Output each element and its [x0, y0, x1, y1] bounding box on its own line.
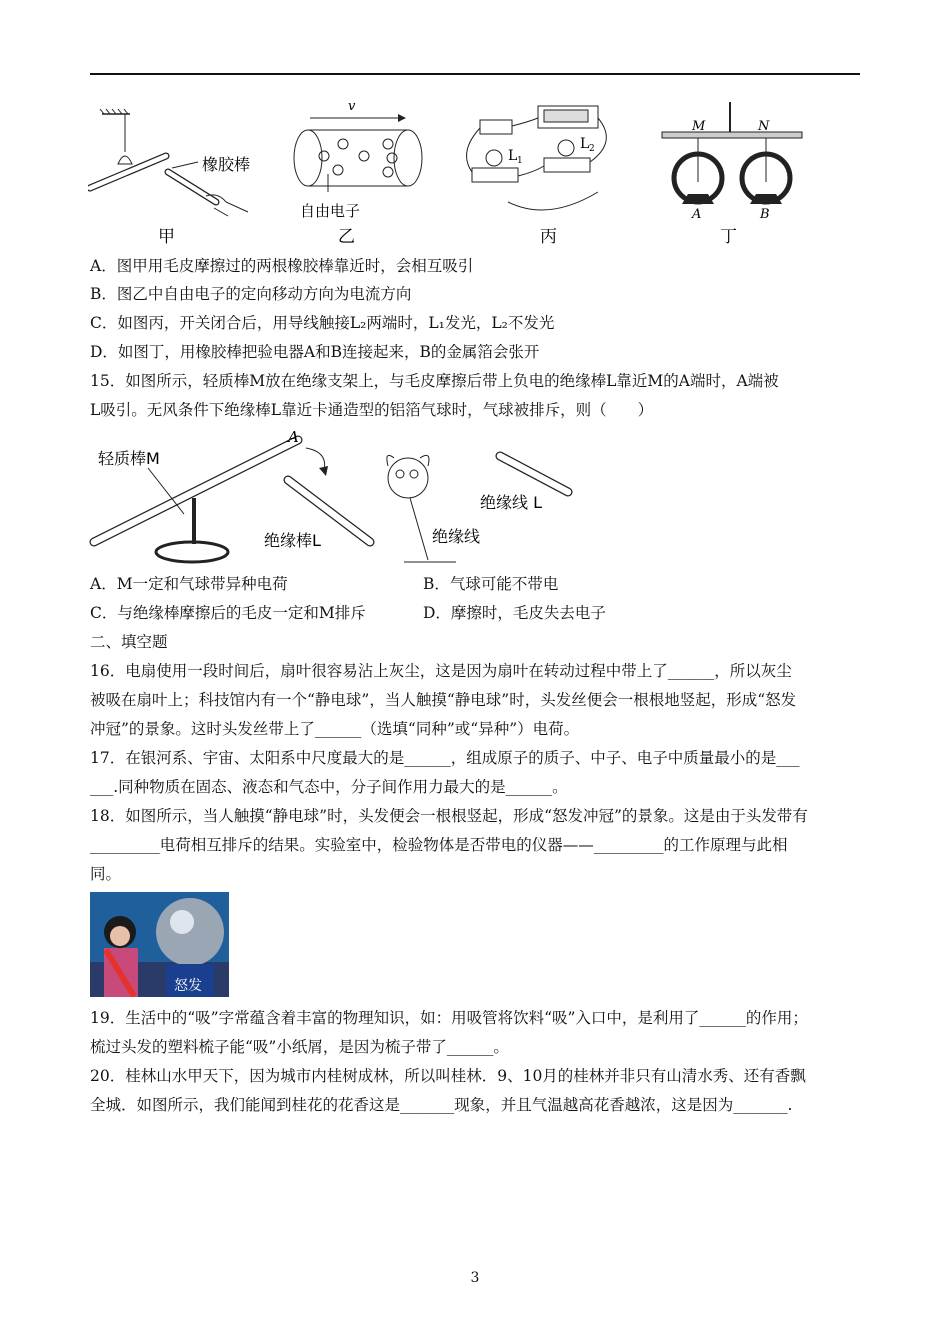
q20-line1: 20．桂林山水甲天下，因为城市内桂树成林，所以叫桂林．9、10月的桂林并非只有山清水秀、还有香飘 — [90, 1067, 806, 1085]
figure-jia — [88, 92, 258, 252]
q15-stem-line1: 15．如图所示，轻质棒M放在绝缘支架上，与毛皮摩擦后带上负电的绝缘棒L靠近M的A端时，A端被 — [90, 372, 779, 390]
top-rule — [90, 73, 860, 75]
svg-text:绝缘线: 绝缘线 — [432, 527, 481, 546]
svg-text:A: A — [288, 428, 299, 446]
q16-line1: 16．电扇使用一段时间后，扇叶很容易沾上灰尘，这是因为扇叶在转动过程中带上了______，所以灰尘 — [90, 662, 792, 680]
q14-figure-row — [88, 92, 648, 252]
q18-line3: 同。 — [90, 865, 122, 883]
q19-line1: 19．生活中的“吸”字常蕴含着丰富的物理知识，如：用吸管将饮料“吸”入口中，是利用了______的作用； — [90, 1009, 808, 1027]
page-number: 3 — [470, 1270, 480, 1286]
q19-line2: 梳过头发的塑料梳子能“吸”小纸屑，是因为梳子带了______。 — [90, 1038, 509, 1056]
q16-line2: 被吸在扇叶上；科技馆内有一个“静电球”，当人触摸“静电球”时，头发丝便会一根根地竖起，形成“怒发 — [90, 691, 797, 709]
q17-line1: 17．在银河系、宇宙、太阳系中尺度最大的是______，组成原子的质子、中子、电子中质量最小的是___ — [90, 749, 800, 767]
svg-text:1: 1 — [517, 156, 523, 166]
q15-stem-line2: L吸引。无风条件下绝缘棒L靠近卡通造型的铝箔气球时，气球被排斥，则（ ） — [90, 401, 654, 419]
rubber-rod-label: 橡胶棒 — [202, 155, 251, 174]
svg-text:B: B — [760, 207, 770, 222]
static-ball-photo — [90, 892, 229, 997]
q16-line3: 冲冠”的景象。这时头发丝带上了______（选填“同种”或“异种”）电荷。 — [90, 720, 580, 738]
caption-bing: 丙 — [540, 227, 557, 247]
svg-text:N: N — [758, 119, 770, 134]
q15-option-c: C．与绝缘棒摩擦后的毛皮一定和M排斥 — [90, 604, 366, 622]
photo-banner-text: 怒发 — [174, 978, 202, 994]
q15-option-b: B．气球可能不带电 — [423, 575, 559, 593]
figure-q15 — [88, 428, 588, 568]
q20-line2: 全城．如图所示，我们能闻到桂花的花香这是_______现象，并且气温越高花香越浓，这是因为_______. — [90, 1096, 793, 1114]
q15-option-d: D．摩擦时，毛皮失去电子 — [423, 604, 606, 622]
velocity-label: v — [348, 99, 356, 114]
q14-option-d: D．如图丁，用橡胶棒把验电器A和B连接起来，B的金属箔会张开 — [90, 343, 540, 361]
svg-text:A: A — [692, 207, 702, 222]
q18-line2: _________电荷相互排斥的结果。实验室中，检验物体是否带电的仪器——_________的工作原理与此相 — [90, 836, 788, 854]
svg-text:L: L — [580, 136, 590, 152]
figure-bing — [458, 92, 628, 252]
caption-ding: 丁 — [720, 227, 737, 247]
figure-ding — [658, 92, 808, 252]
q15-option-a: A．M一定和气球带异种电荷 — [90, 575, 288, 593]
caption-jia: 甲 — [158, 227, 175, 247]
q14-option-a: A．图甲用毛皮摩擦过的两根橡胶棒靠近时，会相互吸引 — [90, 257, 474, 275]
free-electron-label: 自由电子 — [300, 202, 361, 220]
section-heading: 二、填空题 — [90, 633, 168, 651]
figure-yi — [288, 92, 428, 252]
svg-text:绝缘棒L: 绝缘棒L — [264, 531, 321, 550]
svg-text:L: L — [508, 148, 518, 164]
svg-text:轻质棒M: 轻质棒M — [98, 449, 160, 468]
q17-line2: ___.同种物质在固态、液态和气态中，分子间作用力最大的是______。 — [90, 778, 568, 796]
svg-text:2: 2 — [589, 144, 595, 154]
q14-option-b: B．图乙中自由电子的定向移动方向为电流方向 — [90, 285, 412, 303]
svg-text:M: M — [692, 119, 706, 134]
svg-text:绝缘线 L: 绝缘线 L — [480, 493, 543, 512]
q18-line1: 18．如图所示，当人触摸“静电球”时，头发便会一根根竖起，形成“怒发冲冠”的景象。这是由于头发带有 — [90, 807, 808, 825]
caption-yi: 乙 — [338, 227, 355, 247]
q14-option-c: C．如图丙，开关闭合后，用导线触接L₂两端时，L₁发光，L₂不发光 — [90, 314, 555, 332]
